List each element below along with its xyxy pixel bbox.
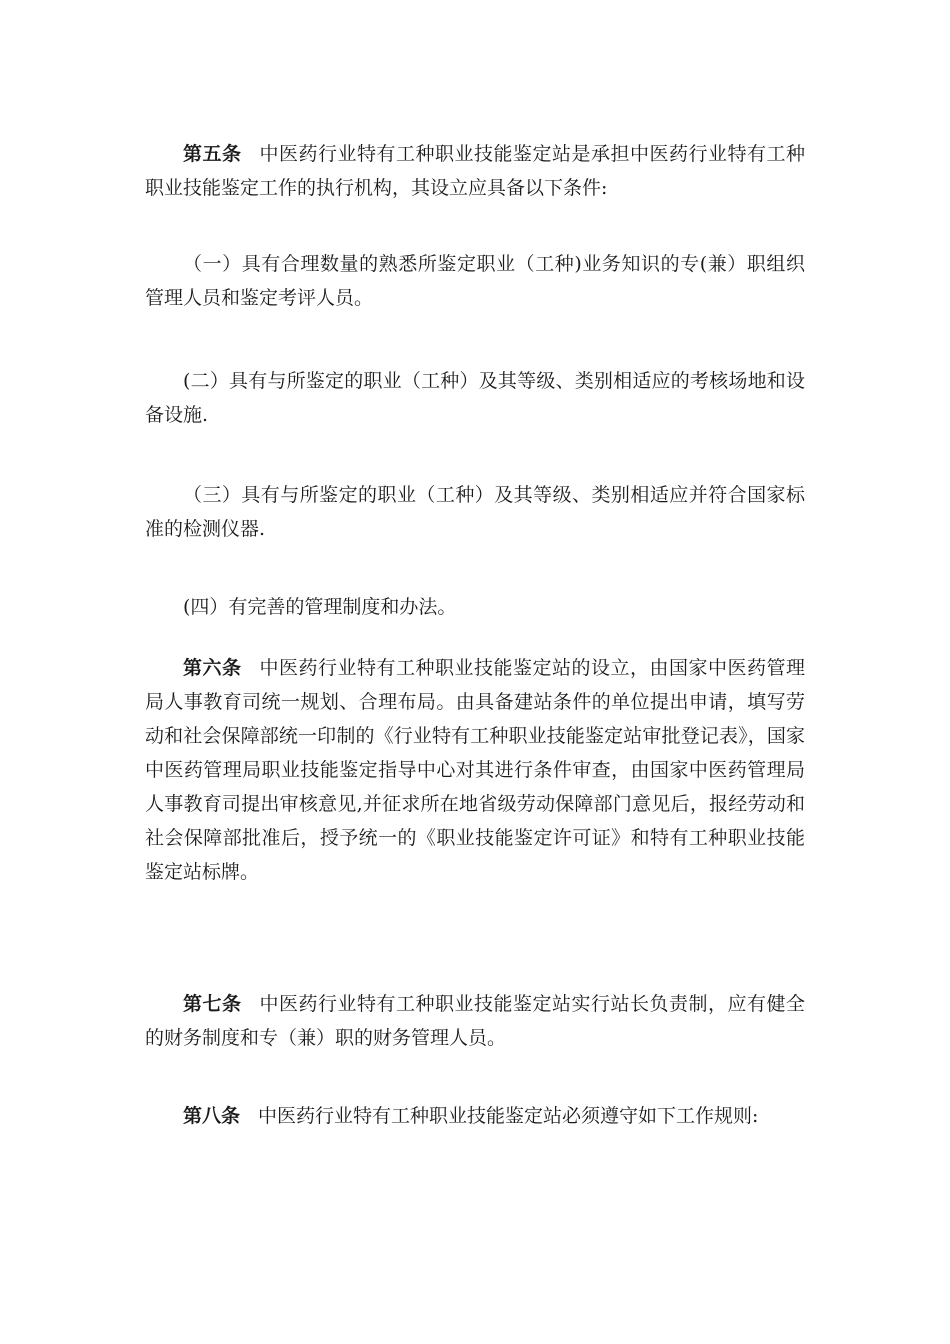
article-6-paragraph [145,651,805,889]
article-8-label: 第八条 [183,1105,241,1127]
article-7-label: 第七条 [183,993,242,1015]
item-2-paragraph: (二）具有与所鉴定的职业（工种）及其等级、类别相适应的考核场地和设备设施. [145,370,805,426]
item-3-paragraph: （三）具有与所鉴定的职业（工种）及其等级、类别相适应并符合国家标准的检测仪器. [145,484,805,540]
article-8-paragraph [145,1099,805,1133]
article-6-text: 中医药行业特有工种职业技能鉴定站的设立，由国家中医药管理局人事教育司统一规划、合理布局。由具备建站条件的单位提出申请，填写劳动和社会保障部统一印制的《行业特有工种职业技能鉴定站审批登记表》，国家中医药管理局职业技能鉴定指导中心对其进行条件审查，由国家中医药管理局人事教育司提出审核意见,并征求所在地省级劳动保障部门意见后，报经劳动和社会保障部批准后，授予统一的《职业技能鉴定许可证》和特有工种职业技能鉴定站标牌。 [145,657,805,883]
article-5-text: 中医药行业特有工种职业技能鉴定站是承担中医药行业特有工种职业技能鉴定工作的执行机构，其设立应具备以下条件: [145,143,805,199]
article-5-paragraph [145,137,805,205]
item-4-paragraph: (四）有完善的管理制度和办法。 [183,596,457,618]
article-8-text: 中医药行业特有工种职业技能鉴定站必须遵守如下工作规则: [258,1105,759,1127]
article-6-label: 第六条 [183,657,242,679]
article-5-label: 第五条 [183,143,242,165]
article-7-paragraph [145,987,805,1055]
item-1-paragraph: （一）具有合理数量的熟悉所鉴定职业（工种)业务知识的专(兼）职组织管理人员和鉴定考评人员。 [145,253,805,309]
article-7-text: 中医药行业特有工种职业技能鉴定站实行站长负责制，应有健全的财务制度和专（兼）职的财务管理人员。 [145,993,805,1049]
